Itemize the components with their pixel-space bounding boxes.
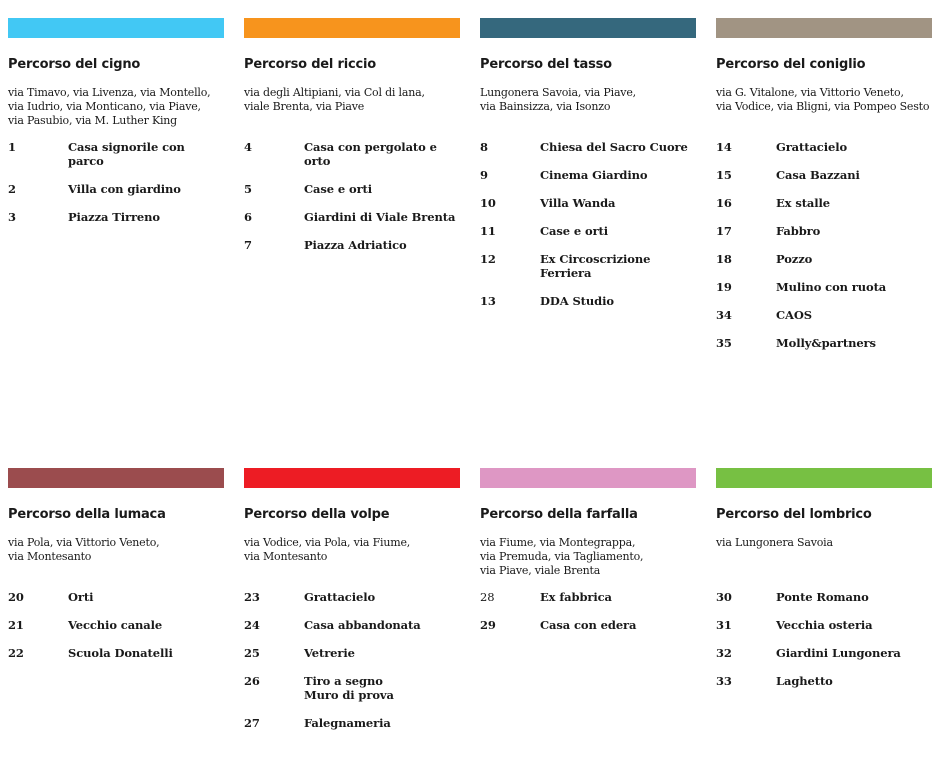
stop-name: Casa con pergolato e orto: [304, 140, 437, 168]
stop-number: 5: [244, 182, 252, 196]
stop-number: 30: [716, 590, 732, 604]
list-item: [8, 618, 224, 632]
route-color-bar: [244, 18, 460, 38]
route-riccio: [244, 18, 460, 266]
list-item: [716, 590, 932, 604]
stop-number: 10: [480, 196, 496, 210]
list-item: [480, 294, 696, 308]
stop-name: Ex stalle: [776, 196, 831, 210]
stop-number: 15: [716, 168, 732, 182]
stop-number: 16: [716, 196, 732, 210]
stop-name: Tiro a segno Muro di prova: [304, 674, 394, 702]
stop-name: Giardini Lungonera: [776, 646, 901, 660]
stop-name: Falegnameria: [304, 716, 391, 730]
stop-number: 29: [480, 618, 496, 632]
list-item: [716, 280, 932, 294]
route-stops-list: [480, 590, 696, 632]
list-item: [244, 238, 460, 252]
stop-name: Giardini di Viale Brenta: [304, 210, 456, 224]
stop-number: 6: [244, 210, 252, 224]
stop-number: 34: [716, 308, 732, 322]
list-item: [244, 210, 460, 224]
stop-number: 7: [244, 238, 252, 252]
stop-number: 24: [244, 618, 260, 632]
list-item: [716, 168, 932, 182]
stop-name: Orti: [68, 590, 94, 604]
route-color-bar: [244, 468, 460, 488]
stop-number: 1: [8, 140, 16, 154]
stop-name: Casa con edera: [540, 618, 637, 632]
stop-name: Villa Wanda: [540, 196, 616, 210]
list-item: [716, 140, 932, 154]
route-title: Percorso del tasso: [480, 57, 612, 72]
list-item: [8, 210, 224, 224]
route-streets: via Timavo, via Livenza, via Montello, via Iudrio, via Monticano, via Piave, via Pasubio, via M. Luther King: [8, 86, 211, 127]
route-streets: via Pola, via Vittorio Veneto, via Montesanto: [8, 536, 160, 563]
route-stops-list: [8, 590, 224, 660]
list-item: [8, 646, 224, 660]
list-item: [480, 168, 696, 182]
stop-number: 35: [716, 336, 732, 350]
stop-name: Ex Circoscrizione Ferriera: [540, 252, 651, 280]
stop-name: CAOS: [776, 308, 812, 322]
list-item: [716, 196, 932, 210]
route-color-bar: [8, 468, 224, 488]
stop-name: Mulino con ruota: [776, 280, 887, 294]
stop-name: Cinema Giardino: [540, 168, 648, 182]
list-item: [716, 646, 932, 660]
list-item: [480, 140, 696, 154]
route-title: Percorso della volpe: [244, 507, 390, 522]
stop-name: Casa Bazzani: [776, 168, 860, 182]
route-farfalla: [480, 468, 696, 646]
stop-number: 3: [8, 210, 16, 224]
list-item: [8, 182, 224, 196]
route-color-bar: [716, 18, 932, 38]
route-lombrico: [716, 468, 932, 702]
route-title: Percorso del coniglio: [716, 57, 866, 72]
stop-name: Casa abbandonata: [304, 618, 421, 632]
route-stops-list: [716, 590, 932, 688]
stop-number: 17: [716, 224, 732, 238]
stop-name: Grattacielo: [304, 590, 376, 604]
stop-number: 22: [8, 646, 24, 660]
stop-number: 2: [8, 182, 16, 196]
route-stops-list: [244, 140, 460, 252]
stop-name: Ex fabbrica: [540, 590, 612, 604]
route-color-bar: [716, 468, 932, 488]
stop-number: 33: [716, 674, 732, 688]
route-streets: via Vodice, via Pola, via Fiume, via Montesanto: [244, 536, 411, 563]
list-item: [244, 590, 460, 604]
stop-name: Vecchia osteria: [776, 618, 873, 632]
stop-number: 9: [480, 168, 488, 182]
stop-name: Chiesa del Sacro Cuore: [540, 140, 688, 154]
stop-number: 31: [716, 618, 732, 632]
list-item: [244, 140, 460, 168]
stop-name: Molly&partners: [776, 336, 876, 350]
stop-number: 19: [716, 280, 732, 294]
route-title: Percorso della lumaca: [8, 507, 166, 522]
stop-number: 23: [244, 590, 260, 604]
stop-number: 13: [480, 294, 496, 308]
list-item: [8, 140, 224, 168]
stop-number: 27: [244, 716, 260, 730]
stop-number: 26: [244, 674, 260, 688]
list-item: [716, 674, 932, 688]
list-item: [244, 182, 460, 196]
stop-name: Piazza Tirreno: [68, 210, 160, 224]
route-coniglio: [716, 18, 932, 364]
list-item: [244, 716, 460, 730]
route-streets: via G. Vitalone, via Vittorio Veneto, via Vodice, via Bligni, via Pompeo Sesto: [716, 86, 930, 113]
list-item: [716, 308, 932, 322]
stop-name: Fabbro: [776, 224, 821, 238]
stop-number: 32: [716, 646, 732, 660]
list-item: [716, 224, 932, 238]
stop-number: 18: [716, 252, 732, 266]
route-color-bar: [8, 18, 224, 38]
stop-number: 11: [480, 224, 496, 238]
stop-name: Vecchio canale: [68, 618, 163, 632]
stop-name: Case e orti: [304, 182, 373, 196]
stop-name: Pozzo: [776, 252, 813, 266]
route-streets: via degli Altipiani, via Col di lana, viale Brenta, via Piave: [244, 86, 425, 113]
list-item: [480, 618, 696, 632]
stop-name: Villa con giardino: [68, 182, 181, 196]
route-title: Percorso del riccio: [244, 57, 376, 72]
route-tasso: [480, 18, 696, 322]
route-lumaca: [8, 468, 224, 674]
route-volpe: [244, 468, 460, 744]
list-item: [8, 590, 224, 604]
list-item: [716, 336, 932, 350]
route-stops-list: [716, 140, 932, 350]
stop-number: 25: [244, 646, 260, 660]
stop-name: Scuola Donatelli: [68, 646, 173, 660]
list-item: [480, 224, 696, 238]
route-cigno: [8, 18, 224, 238]
stop-name: Casa signorile con parco: [68, 140, 185, 168]
stop-number: 12: [480, 252, 496, 266]
route-stops-list: [8, 140, 224, 224]
list-item: [480, 196, 696, 210]
route-title: Percorso della farfalla: [480, 507, 638, 522]
route-color-bar: [480, 18, 696, 38]
stop-name: Laghetto: [776, 674, 833, 688]
list-item: [716, 618, 932, 632]
stop-name: Ponte Romano: [776, 590, 869, 604]
stop-name: Piazza Adriatico: [304, 238, 407, 252]
list-item: [480, 590, 696, 604]
route-stops-list: [480, 140, 696, 308]
stop-number: 4: [244, 140, 252, 154]
route-title: Percorso del cigno: [8, 57, 141, 72]
stop-name: Case e orti: [540, 224, 609, 238]
stop-name: DDA Studio: [540, 294, 614, 308]
stop-number: 28: [480, 590, 495, 604]
list-item: [480, 252, 696, 280]
route-title: Percorso del lombrico: [716, 507, 872, 522]
list-item: [716, 252, 932, 266]
list-item: [244, 646, 460, 660]
route-streets: Lungonera Savoia, via Piave, via Bainsizza, via Isonzo: [480, 86, 636, 113]
route-streets: via Lungonera Savoia: [716, 536, 833, 549]
route-color-bar: [480, 468, 696, 488]
stop-number: 8: [480, 140, 488, 154]
route-streets: via Fiume, via Montegrappa, via Premuda, via Tagliamento, via Piave, viale Brenta: [480, 536, 644, 577]
list-item: [244, 674, 460, 702]
stop-name: Vetrerie: [304, 646, 355, 660]
stop-number: 21: [8, 618, 24, 632]
stop-name: Grattacielo: [776, 140, 848, 154]
stop-number: 20: [8, 590, 24, 604]
route-stops-list: [244, 590, 460, 730]
list-item: [244, 618, 460, 632]
stop-number: 14: [716, 140, 732, 154]
